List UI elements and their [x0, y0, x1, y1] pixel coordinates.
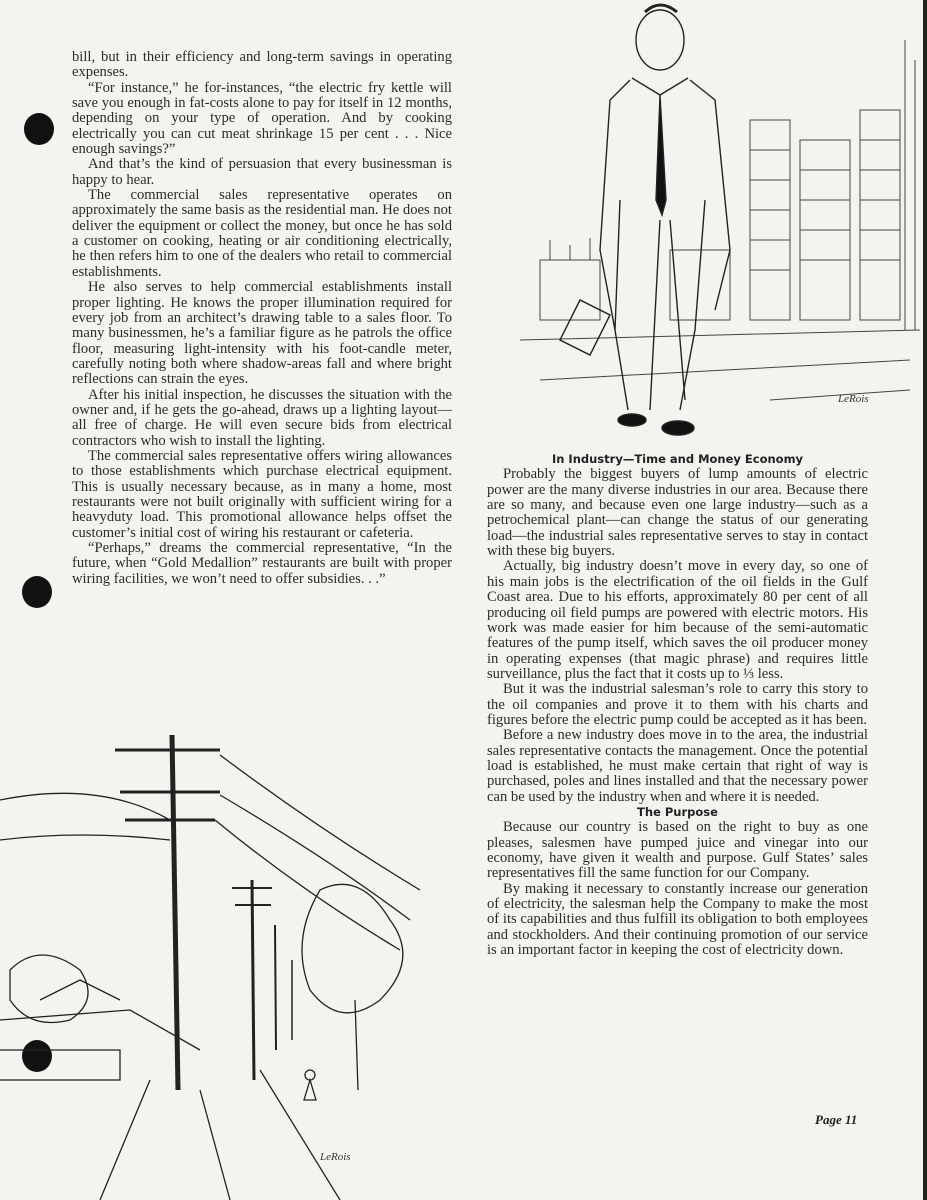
- binder-hole: [24, 113, 54, 145]
- paragraph: By making it necessary to constantly increase our generation of electricity, the salesman help the Company to make the most of its capabilities and thus fulfill its obligation to both employees and stockholders. And their continuing promotion of our service is an important factor in keeping the cost of electricity down.: [487, 880, 868, 959]
- paragraph: “For instance,” he for-instances, “the electric fry kettle will save you enough in fat-costs alone to pay for itself in 12 months, depending on your type of operation. And by cooking electrically you can cut meat shrinkage 15 per cent . . . Nice enough savings?”: [72, 79, 452, 158]
- artist-signature: LeRois: [838, 393, 869, 405]
- paragraph: bill, but in their efficiency and long-term savings in operating expenses.: [72, 49, 452, 81]
- section-heading: In Industry—Time and Money Economy: [551, 452, 804, 466]
- page-number: Page 11: [815, 1112, 858, 1127]
- paragraph: He also serves to help commercial establishments install proper lighting. He knows the proper illumination required for every job from an architect’s drawing table to a sales floor. To many businessmen, he’s a familiar figure as he patrols the office floor, measuring light-intensity with his foot-candle meter, carefully noting both where shadow-areas fall and where bright reflections can strain the eyes.: [72, 279, 452, 388]
- power-poles-illustration: [0, 720, 470, 1200]
- paragraph: Because our country is based on the right to buy as one pleases, salesmen have pumped juice and vinegar into our economy, have given it wealth and purpose. Gulf States’ sales representatives fill the same function for our Company.: [487, 819, 868, 882]
- paragraph: “Perhaps,” dreams the commercial representative, “In the future, when “Gold Medallion” restaurants are built with proper wiring facilities, we won’t need to offer subsidies. . .”: [72, 540, 452, 587]
- paragraph: And that’s the kind of persuasion that every businessman is happy to hear.: [72, 156, 452, 188]
- artist-signature: LeRois: [320, 1151, 351, 1163]
- section-heading: The Purpose: [637, 804, 718, 819]
- paragraph: After his initial inspection, he discusses the situation with the owner and, if he gets the go-ahead, draws up a lighting layout—all free of charge. He will even secure bids from electrical contractors who wish to install the lighting.: [72, 386, 452, 449]
- right-text-column: [487, 452, 868, 958]
- paragraph: The commercial sales representative offers wiring allowances to those establishments which purchase electrical equipment. This is usually necessary because, as in many a home, most restaurants were not built originally with sufficient wiring for a heavyduty load. This promotional allowance helps offset the customer’s initial cost of wiring his restaurant or cafeteria.: [72, 447, 452, 541]
- paragraph: Before a new industry does move in to the area, the industrial sales representative contacts the management. Once the potential load is established, he must make certain that right of way is purchased, poles and lines installed and that the necessary power can be used by the industry when and where it is needed.: [487, 727, 868, 805]
- paragraph: Probably the biggest buyers of lump amounts of electric power are the many diverse industries in our area. Because there are so many, and because even one large industry—such as a petrochemical plant—can change the status of our generating load—the industrial sales representative serves to stay in contact with these big buyers.: [487, 466, 868, 560]
- binder-hole: [22, 576, 52, 608]
- left-text-column: [72, 50, 452, 587]
- paragraph: The commercial sales representative operates on approximately the same basis as the residential man. He does not deliver the equipment or collect the money, but once he has sold a customer on cooking, heating or air conditioning electrically, he then refers him to one of the dealers who retail to commercial establishments.: [72, 187, 452, 280]
- paragraph: Actually, big industry doesn’t move in every day, so one of his main jobs is the electrification of the oil fields in the Gulf Coast area. Due to his efforts, approximately 80 per cent of all producing oil field pumps are powered with electric motors. His work was made easier for him because of the semi-automatic features of the pump itself, which saves the oil producer money in operating expenses (that magic phrase) and requires little surveillance, plus the fact that it costs up to ⅓ less.: [487, 558, 868, 682]
- paragraph: But it was the industrial salesman’s role to carry this story to the oil companies and prove it to them with his charts and figures before the electric pump could be accepted as it has been.: [487, 681, 868, 728]
- businessman-industry-illustration: [520, 0, 927, 445]
